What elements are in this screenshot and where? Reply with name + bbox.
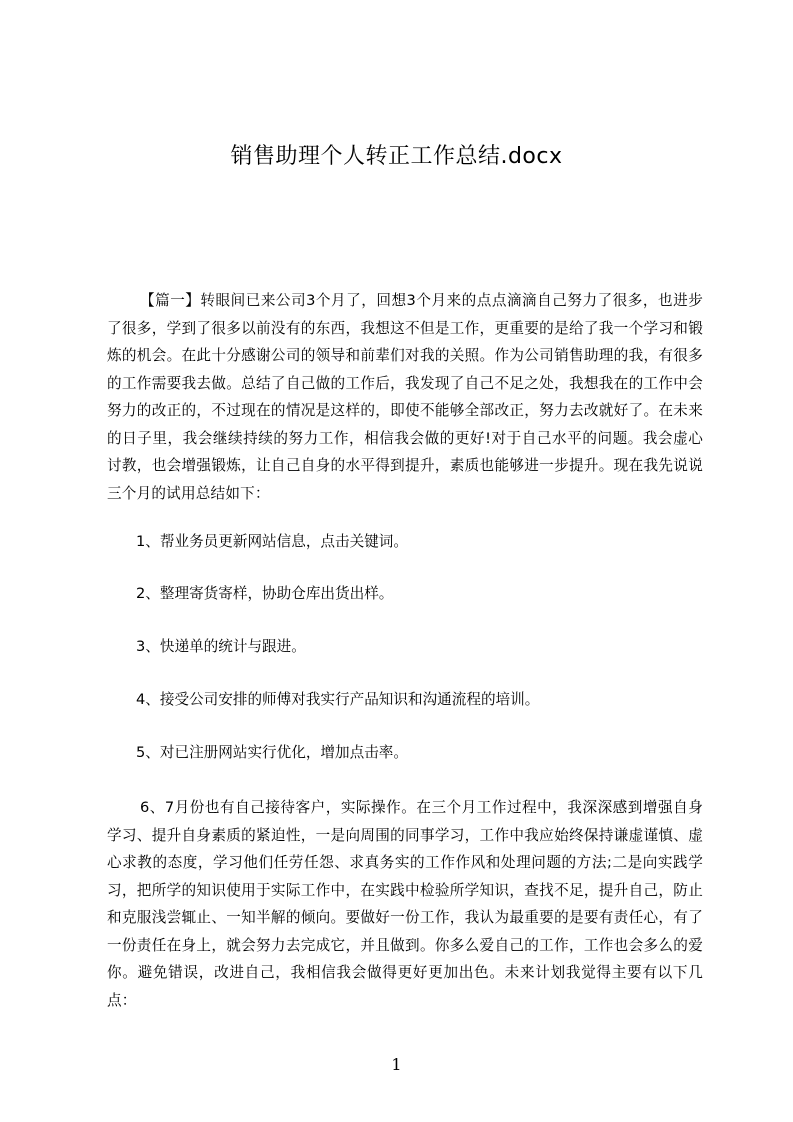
page-number: 1 [391,1055,402,1074]
list-item: 1、帮业务员更新网站信息，点击关键词。 [136,533,408,550]
document-title: 销售助理个人转正工作总结.docx [230,144,563,169]
item-six-paragraph: 6、7月份也有自己接待客户，实际操作。在三个月工作过程中，我深深感到增强自身学习、提升自身素质的紧迫性，一是向周围的同事学习，工作中我应始终保持谦虚谨慎、虚心求教的态度，学习他们任劳任怨、求真务实的工作作风和处理问题的方法;二是向实践学习，把所学的知识使用于实际工作中，在实践中检验所学知识，查找不足，提升自己，防止和克服浅尝辄止、一知半解的倾向。要做好一份工作，我认为最重要的是要有责任心，有了一份责任在身上，就会努力去完成它，并且做到。你多么爱自己的工作，工作也会多么的爱你。避免错误，改进自己，我相信我会做得更好更加出色。未来计划我觉得主要有以下几点： [107,799,703,1009]
intro-paragraph: 【篇一】转眼间已来公司3个月了，回想3个月来的点点滴滴自己努力了很多，也进步了很多，学到了很多以前没有的东西，我想这不但是工作，更重要的是给了我一个学习和锻炼的机会。在此十分感谢公司的领导和前辈们对我的关照。作为公司销售助理的我，有很多的工作需要我去做。总结了自己做的工作后，我发现了自己不足之处，我想我在的工作中会努力的改正的，不过现在的情况是这样的，即使不能够全部改正，努力去改就好了。在未来的日子里，我会继续持续的努力工作，相信我会做的更好!对于自己水平的问题。我会虚心讨教，也会增强锻炼，让自己自身的水平得到提升，素质也能够进一步提升。现在我先说说三个月的试用总结如下： [107,292,703,502]
list-item: 3、快递单的统计与跟进。 [136,638,306,655]
list-item: 2、整理寄货寄样，协助仓库出货出样。 [136,585,394,602]
list-item: 4、接受公司安排的师傅对我实行产品知识和沟通流程的培训。 [136,691,540,708]
list-item: 5、对已注册网站实行优化，增加点击率。 [136,744,408,761]
